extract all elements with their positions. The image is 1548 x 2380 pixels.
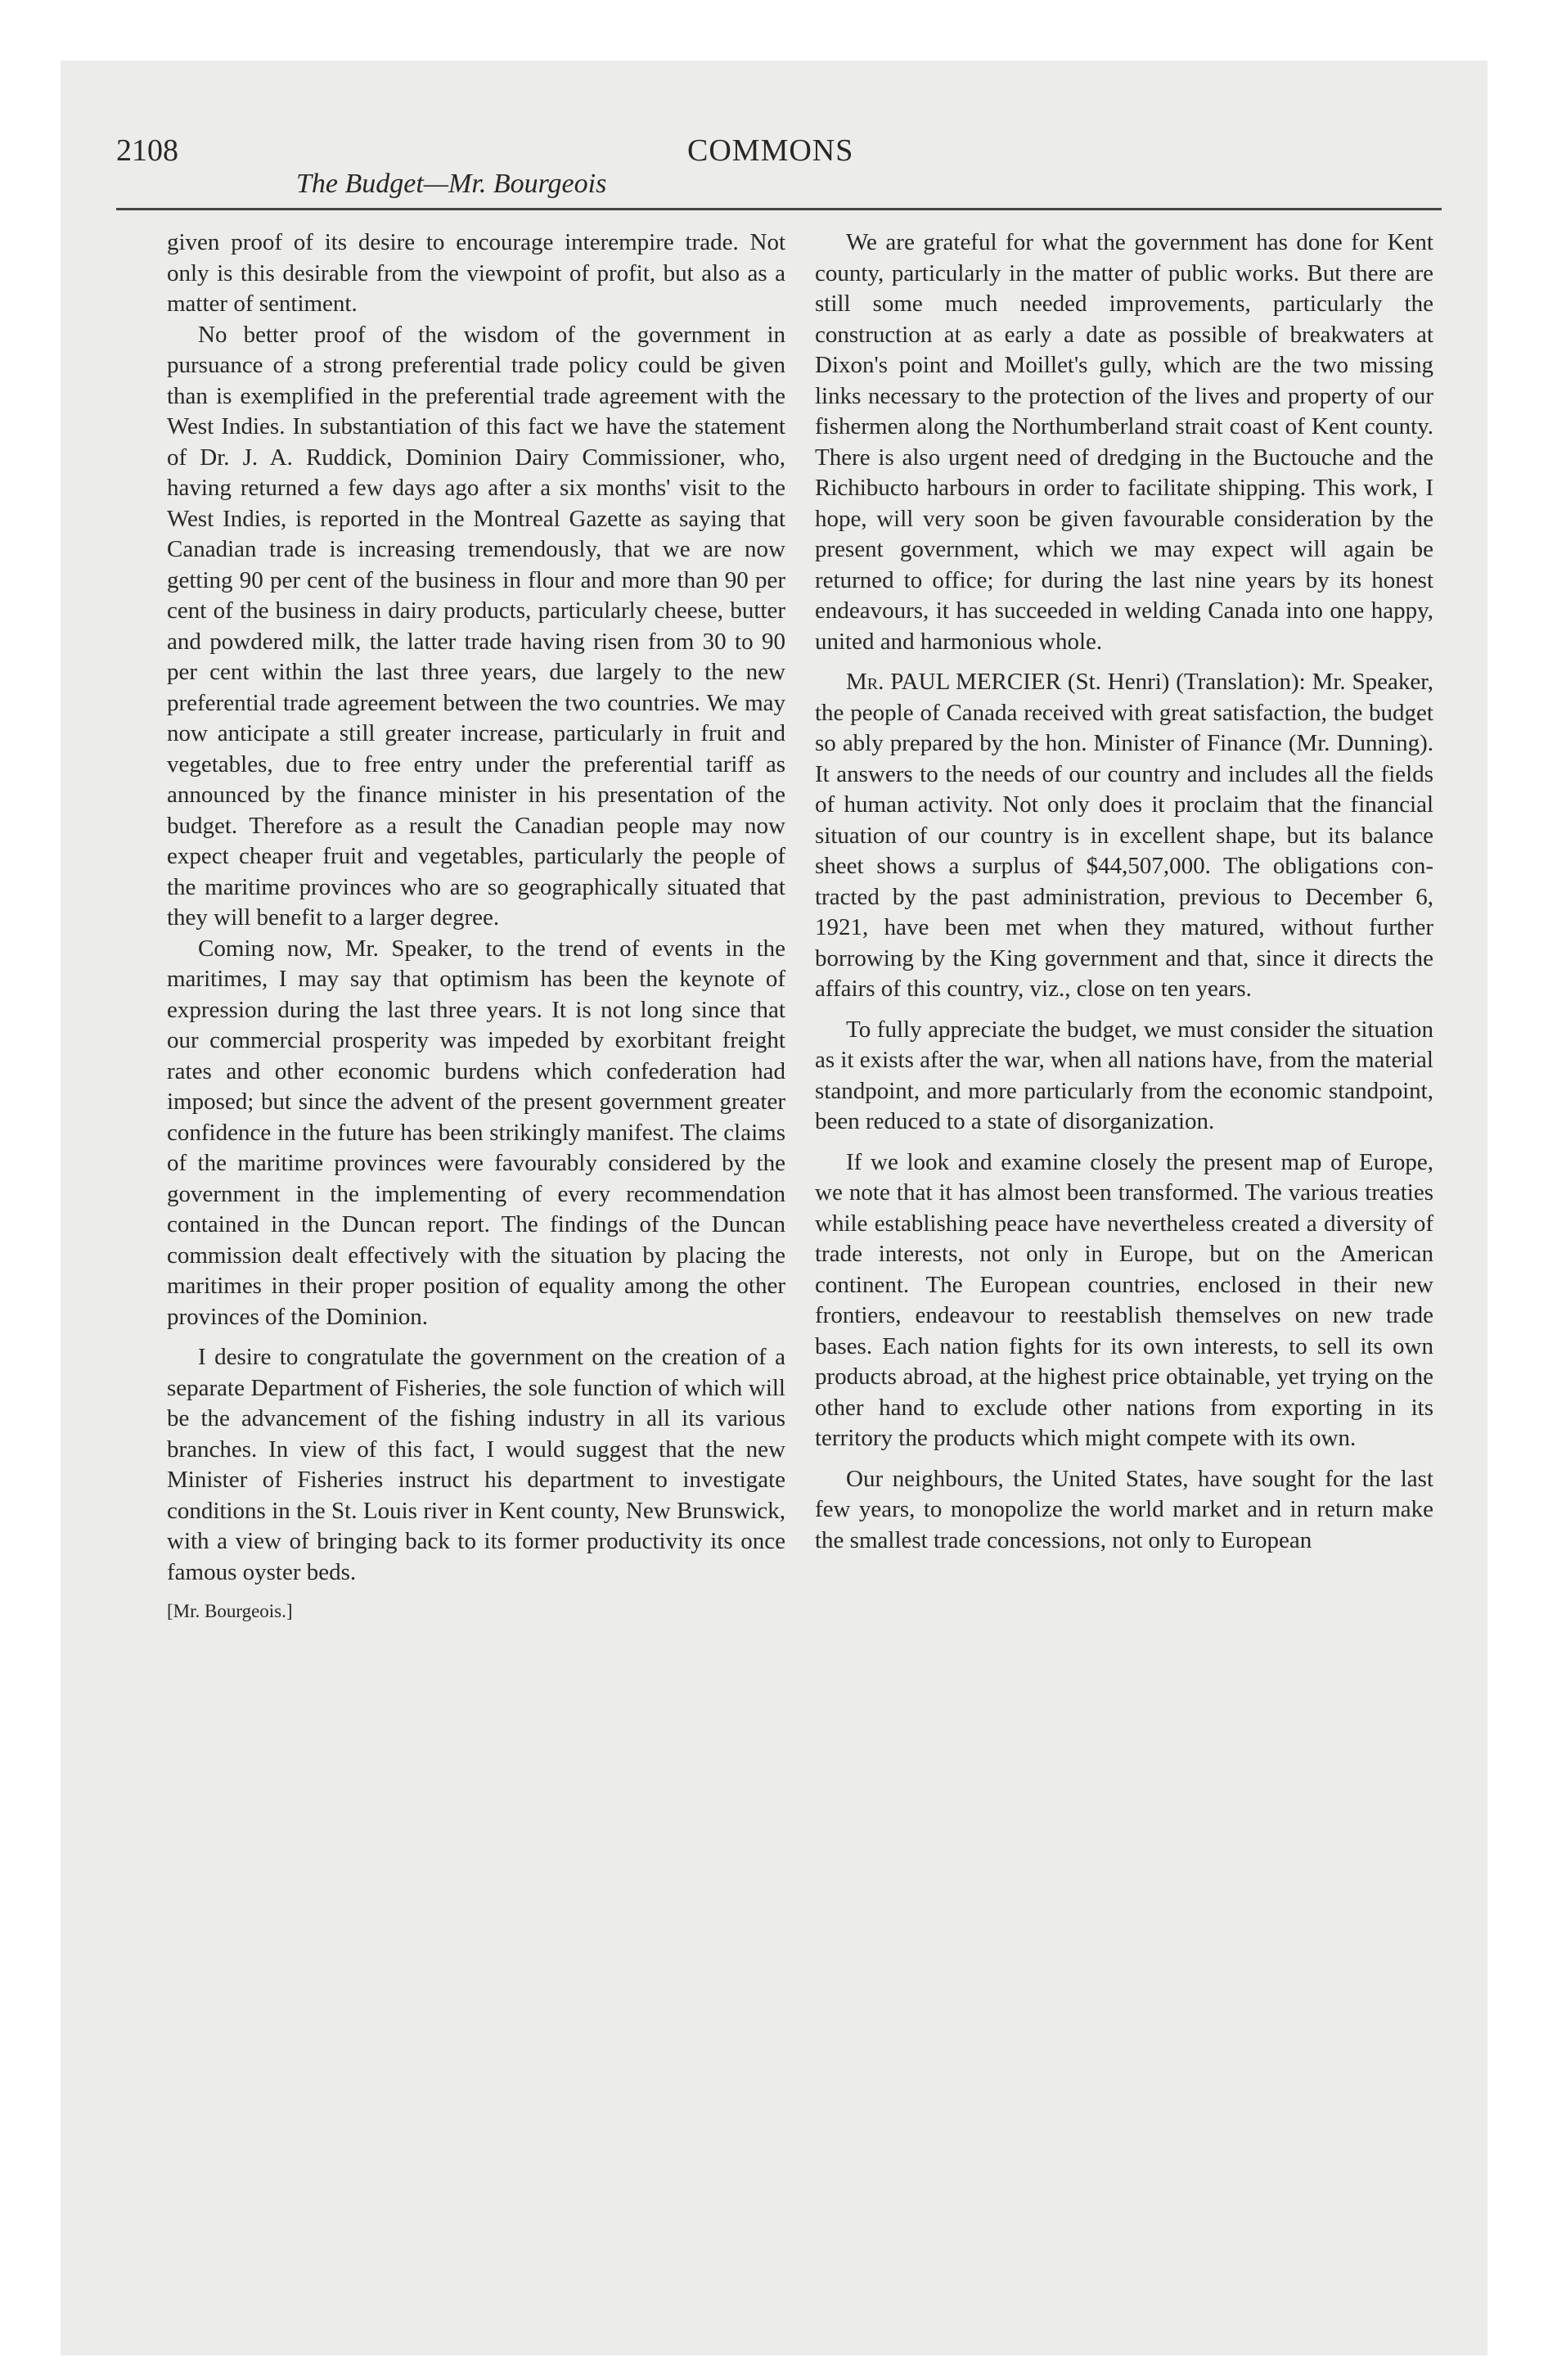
header-rule	[116, 208, 1442, 210]
paragraph: To fully appreciate the budget, we must consider the situation as it exists after the war, when all nations have, from the material standpoint, and more particularly from the economic standpoint, been reduced to a state of disorganization.	[815, 1016, 1433, 1134]
running-title: COMMONS	[687, 133, 854, 168]
page-number: 2108	[116, 133, 178, 168]
paragraph: Coming now, Mr. Speaker, to the trend of events in the maritimes, I may say that optimism has been the keynote of expression during the last three years. It is not long since that our commercial prosperity was impeded by exorbitant freight rates and other economic burdens which confederation had imposed; but since the advent of the present government greater confidence in the future has been strikingly manifest. The claims of the maritime provinces were favourably considered by the government in the implementing of every recommendation contained in the Duncan report. The findings of the Duncan commission dealt effectively with the situation by placing the maritimes in their proper position of equality among the other provinces of the Dominion.	[167, 935, 785, 1330]
speech-text: (St. Henri) (Translation): Mr. Speaker, the people of Canada received with great satisfaction, the budget so ably prepared by the hon. Minister of Finance (Mr. Dunning). It answers to the needs of our country and includes all the fields of human activity. Not only does it proclaim that the financial situation of our country is in excellent shape, but its balance sheet shows a surplus of $44,507,000. The obligations contracted by the past administration, previous to December 6, 1921, have been met when they matured, without further borrowing by the King government and that, since it directs the affairs of this country, viz., close on ten years.	[815, 669, 1433, 1002]
paragraph: If we look and examine closely the present map of Europe, we note that it has almost been transformed. The various treaties while establishing peace have nevertheless created a diversity of trade interests, not only in Europe, but on the American continent. The European countries, enclosed in their new frontiers, endeavour to reestablish themselves on new trade bases. Each nation fights for its own interests, to sell its own products abroad, at the highest price obtainable, yet trying on the other hand to exclude other nations from exporting in its territory the products which might compete with its own.	[815, 1148, 1433, 1451]
left-column	[167, 228, 785, 1624]
paragraph: I desire to congratulate the government on the creation of a separate Department of Fisheries, the sole function of which will be the advancement of the fishing industry in all its various branches. In view of this fact, I would suggest that the new Minister of Fisheries instruct his department to investigate conditions in the St. Louis river in Kent county, New Brunswick, with a view of bringing back to its former productivity its once famous oyster beds.	[167, 1344, 785, 1585]
paragraph: Our neighbours, the United States, have sought for the last few years, to monopolize the world market and in return make the smallest trade concessions, not only to European	[815, 1465, 1433, 1553]
paragraph: We are grateful for what the government has done for Kent county, particularly in the matter of public works. But there are still some much needed improvements, particularly the construction at as early a date as possible of breakwaters at Dixon's point and Moillet's gully, which are the two missing links necessary to the protection of the lives and property of our fishermen along the Northumberland strait coast of Kent county. There is also urgent need of dredging in the Buctouche and the Richibucto harbours in order to facilitate shipping. This work, I hope, will very soon be given favourable consideration by the present government, which we may expect will again be returned to office; for during the last nine years by its honest endeavours, it has succeeded in welding Canada into one happy, united and harmonious whole.	[815, 229, 1433, 655]
paragraph: No better proof of the wisdom of the government in pursuance of a strong preferential trade policy could be given than is exemplified in the preferential trade agreement with the West Indies. In substantiation of this fact we have the statement of Dr. J. A. Ruddick, Dominion Dairy Commissioner, who, having returned a few days ago after a six months' visit to the West Indies, is reported in the Montreal Gazette as saying that Canadian trade is increasing tremendously, that we are now getting 90 per cent of the business in flour and more than 90 per cent of the business in dairy products, particularly cheese, butter and powdered milk, the latter trade having risen from 30 to 90 per cent within the last three years, due largely to the new preferential trade agreement between the two countries. We may now anticipate a still greater increase, particularly in fruit and vegetables, due to free entry under the preferential tariff as announced by the finance minister in his presentation of the budget. Therefore as a result the Canadian people may now expect cheaper fruit and vegetables, particularly the people of the maritime provinces who are so geographically situated that they will benefit to a larger degree.	[167, 321, 785, 931]
speech-paragraph	[815, 667, 1433, 1005]
speaker-name: Mr. PAUL MERCIER	[846, 669, 1061, 695]
paragraph: given proof of its desire to encourage interempire trade. Not only is this desirable from the viewpoint of profit, but also as a matter of sentiment.	[167, 229, 785, 317]
running-subtitle: The Budget—Mr. Bourgeois	[296, 169, 607, 199]
speaker-attribution: [Mr. Bourgeois.]	[167, 1601, 293, 1621]
right-column	[815, 228, 1433, 1556]
